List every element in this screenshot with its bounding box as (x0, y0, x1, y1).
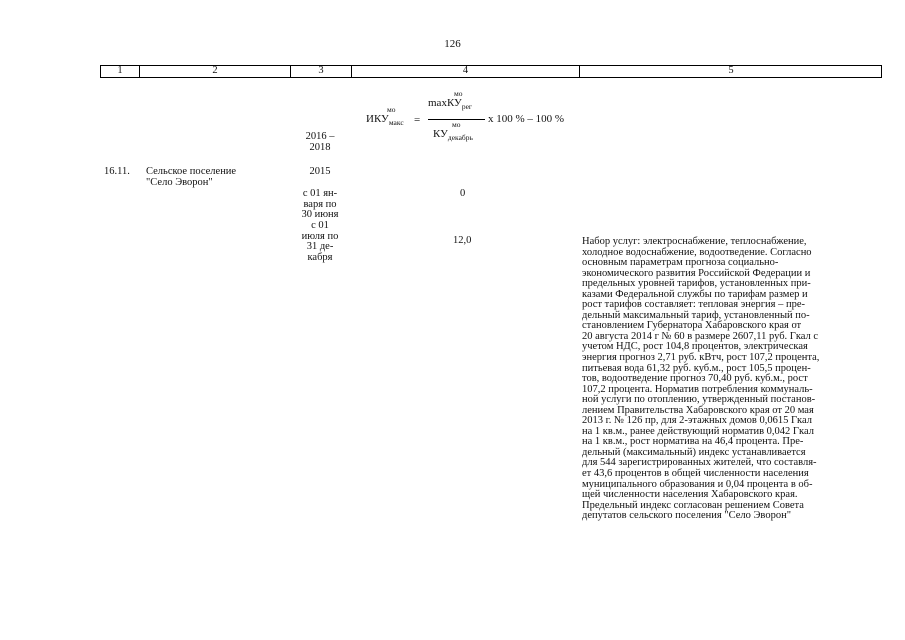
formula-lhs: $ИКУ_{макс}$ (366, 113, 404, 128)
table-header (100, 65, 882, 78)
header-col-4: 4 (462, 65, 469, 77)
header-col-5: 5 (728, 65, 734, 77)
row-year: 2015 (309, 166, 331, 177)
settlement-name: Сельское поселение "Село Эворон" (146, 166, 237, 188)
formula-mo-denominator: мо (452, 120, 461, 129)
page-number: 126 (444, 38, 461, 50)
period-2016-2018: 2016 – 2018 (305, 131, 335, 153)
period-second-half: с 01 июля по 31 де- кабря (301, 220, 339, 263)
formula-denominator: $КУ_{декабрь}$ (433, 128, 473, 143)
row-number: 16.11. (104, 166, 130, 177)
value-second-half: 12,0 (453, 235, 472, 246)
period-first-half: с 01 ян- варя по 30 июня (301, 188, 339, 220)
formula-mo-top-numerator: мо (454, 89, 463, 98)
notes-text: Набор услуг: электроснабжение, теплоснабжение, холодное водоснабжение, водоотведение. Согласно основным параметрам прогноза социально- экономического развития Российской Федерации и предельных уровней тарифов, установленных при- казами Федеральной службы по тарифам размер и рост тарифов составляет: тепловая энергия – пре- дельный максимальный тариф, установленный по- становлением Губернатора Хабаровского края от 20 августа 2014 г № 60 в размере 2607,11 руб. Гкал с учетом НДС, рост 104,8 процентов, электрическая энергия прогноз 2,71 руб. кВтч, рост 107,2 процента, питьевая вода 61,32 руб. куб.м., рост 105,5 процен- тов, водоотведение прогноз 70,40 руб. куб.м., рост 107,2 процента. Норматив потребления коммуналь- ной услуги по отоплению, утвержденный постанов- лением Правительства Хабаровского края от 20 мая 2013 г. № 126 пр, для 2-этажных домов 0,0615 Гкал на 1 кв.м., ранее действующий норматив 0,042 Гкал на 1 кв.м., рост норматива на 46,4 процента. Пре- дельный (максимальный) индекс устанавливается для 544 зарегистрированных жителей, что составля- ет 43,6 процентов в общей численности населения муниципального образования и 0,04 процента в об- щей численности населения Хабаровского края. Предельный индекс согласован решением Совета депутатов сельского поселения "Село Эворон" (582, 236, 820, 522)
formula-tail: х 100 % – 100 % (488, 113, 565, 125)
formula-equals: = (414, 114, 421, 126)
value-first-half: 0 (460, 188, 466, 199)
header-col-3: 3 (318, 65, 324, 77)
formula-numerator: maxКУ$_{рег}$ (428, 97, 472, 112)
formula-mo-top-left: мо (387, 105, 396, 114)
header-col-1: 1 (117, 65, 123, 77)
header-col-2: 2 (212, 65, 218, 77)
